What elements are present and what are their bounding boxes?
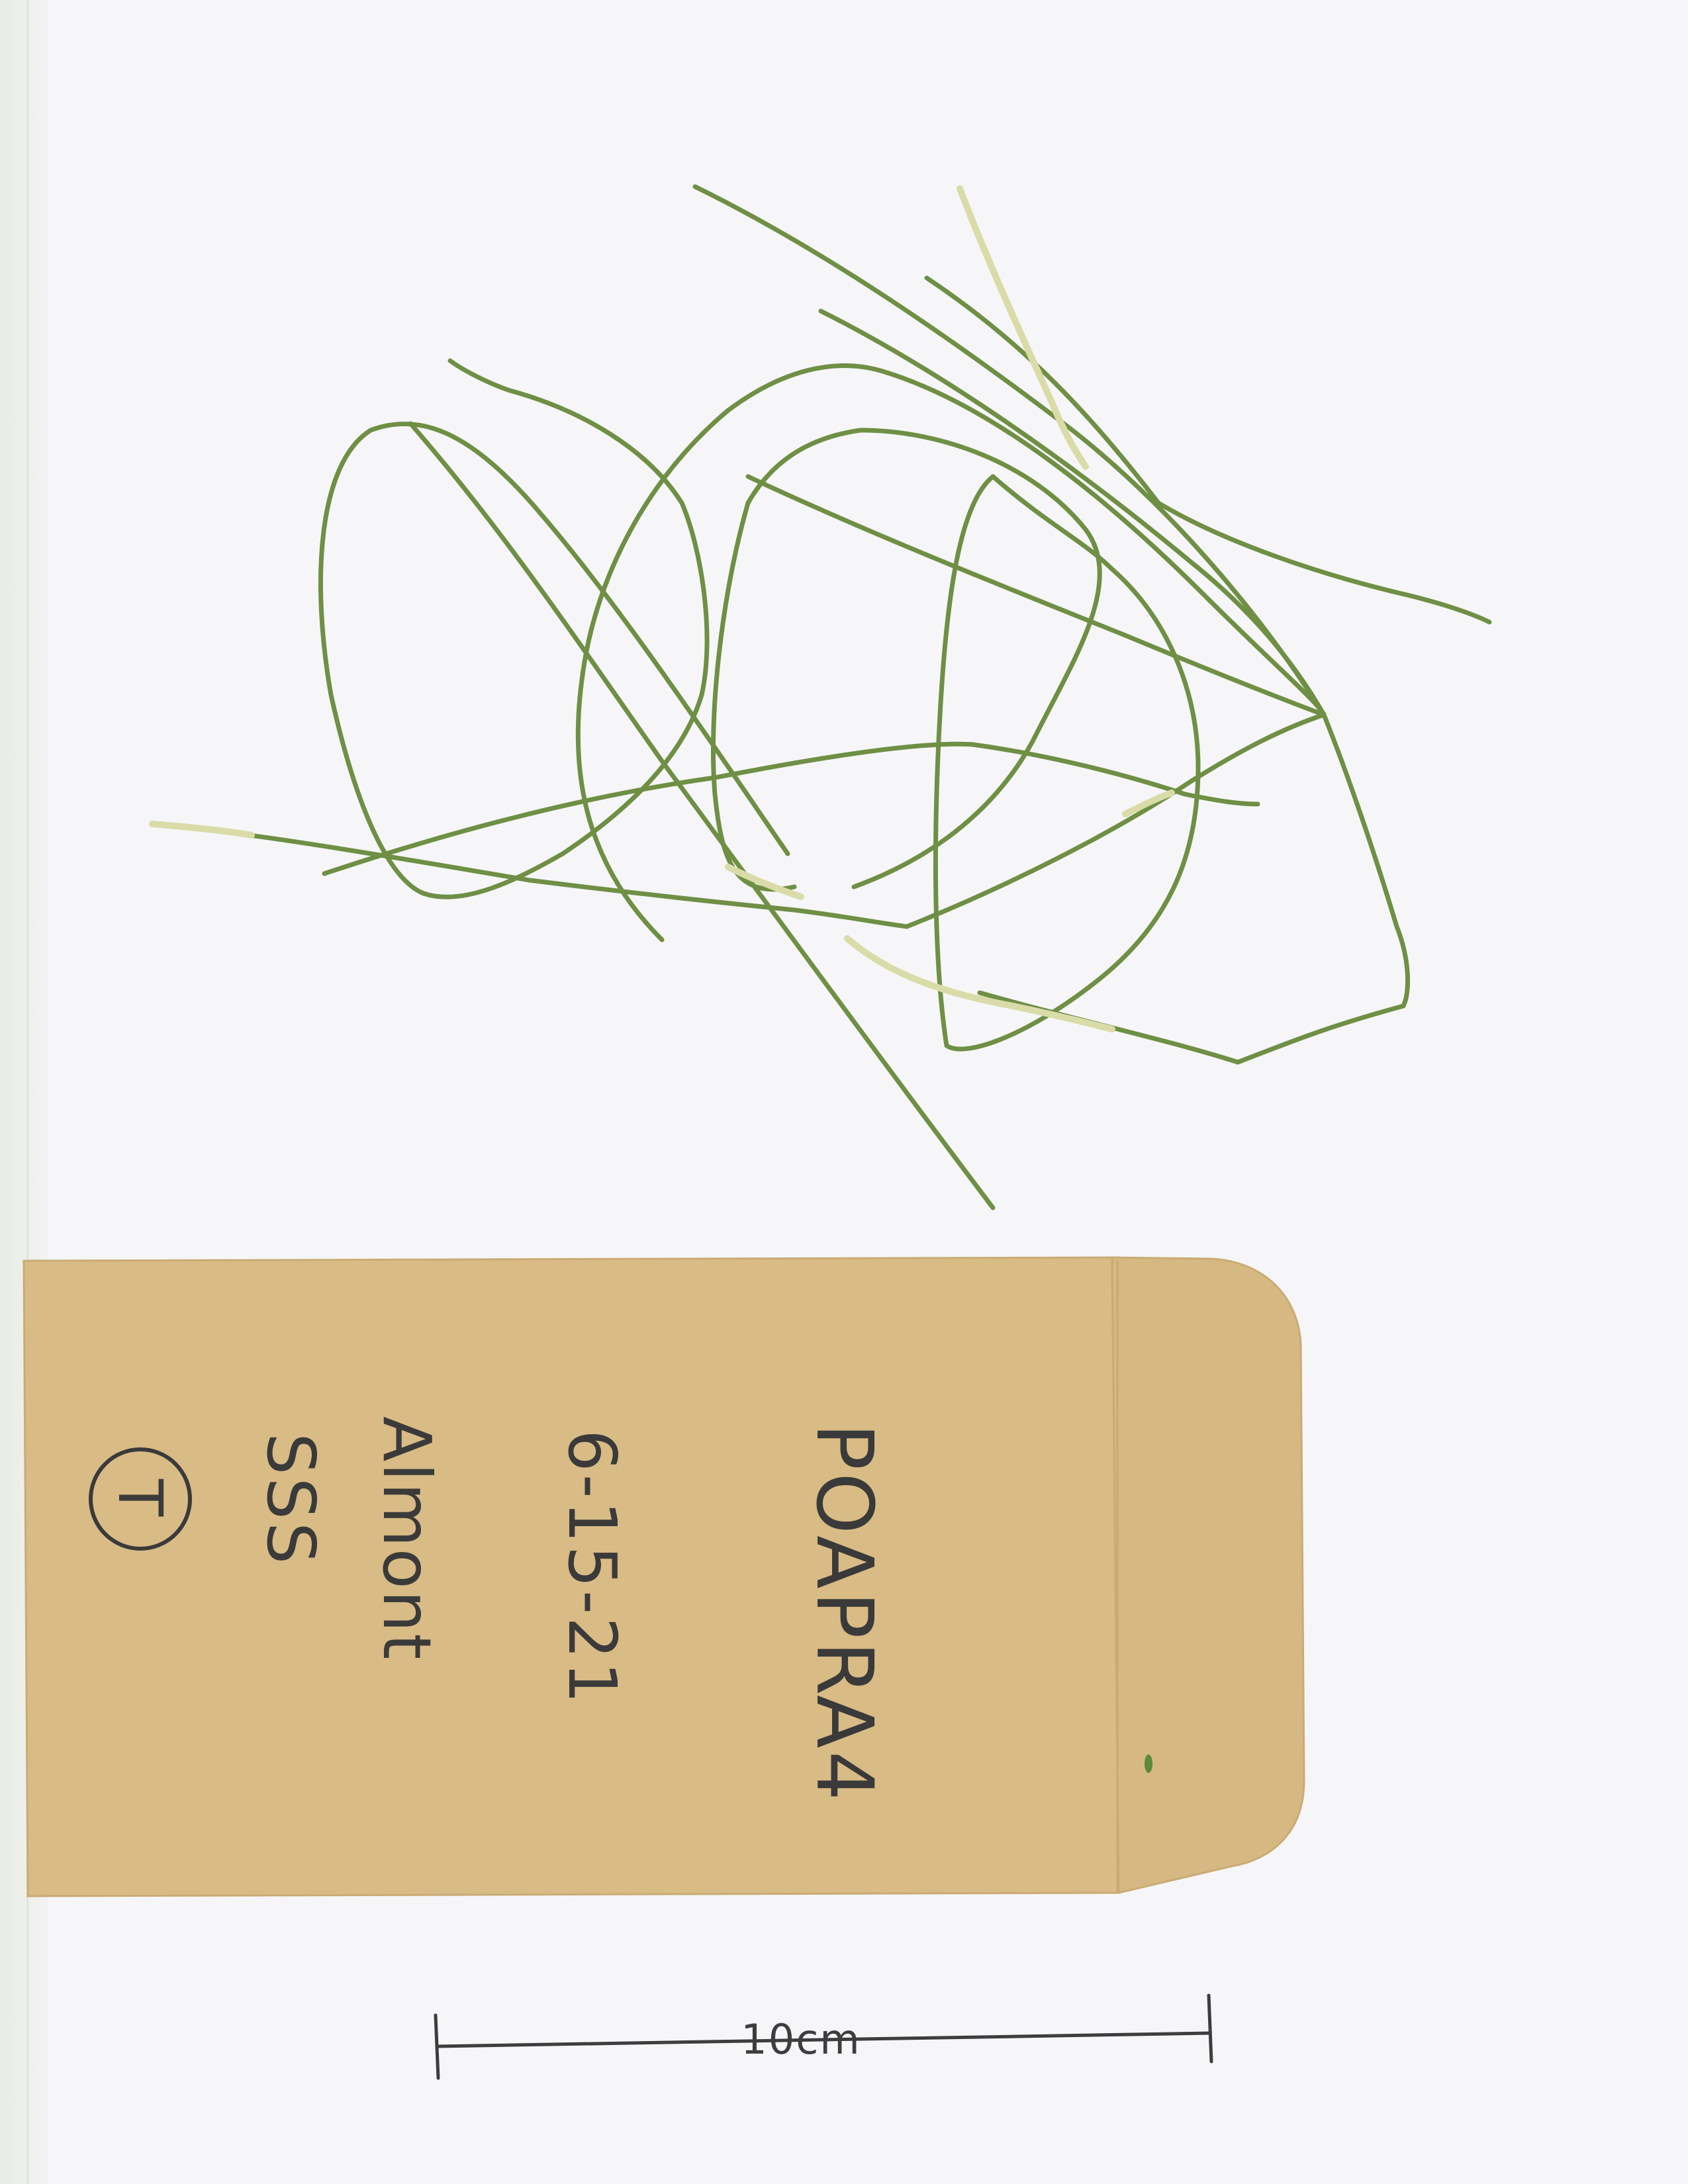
- specimen-site: SSS: [252, 1433, 330, 1567]
- scale-bar-right-tick: [1209, 1995, 1211, 2062]
- specimen-code: POAPRA4: [799, 1423, 890, 1803]
- specimen-location: Almont: [368, 1416, 445, 1661]
- scale-bar-left-tick: [436, 2015, 438, 2078]
- specimen-mark: T: [105, 1479, 175, 1517]
- specimen-date: 6-15-21: [553, 1430, 631, 1707]
- scale-bar-label: 10cm: [741, 2015, 861, 2064]
